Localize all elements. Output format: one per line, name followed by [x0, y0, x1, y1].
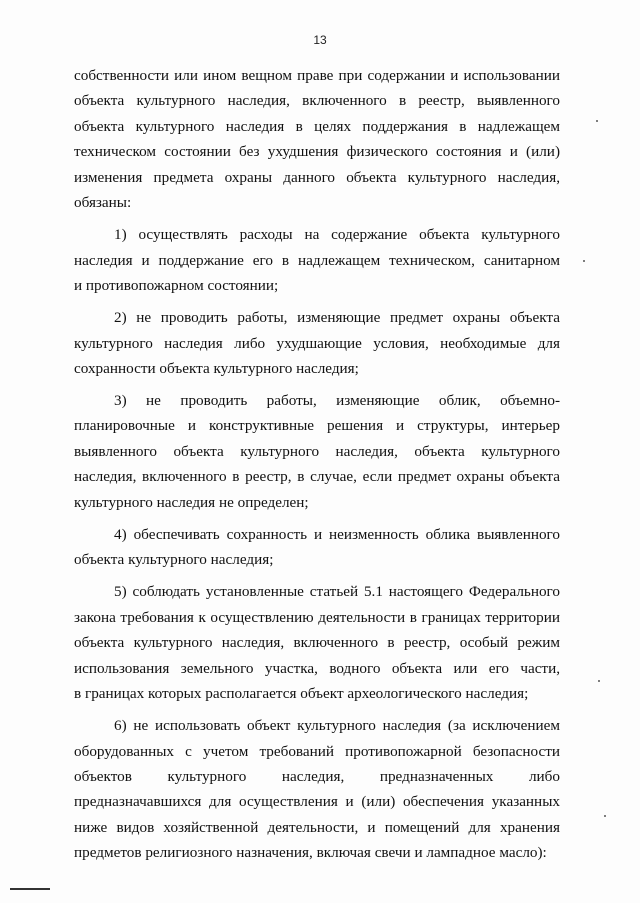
scan-speck — [604, 815, 606, 817]
list-item-1 — [74, 222, 560, 298]
text-line: объекта культурного наследия, включенного в реестр, выявленного — [74, 92, 560, 110]
text-line: 5) соблюдать установленные статьей 5.1 настоящего Федерального — [114, 583, 560, 601]
footer-rule — [10, 888, 50, 890]
text-line: в границах которых располагается объект археологического наследия; — [74, 684, 529, 702]
text-line: 2) не проводить работы, изменяющие предмет охраны объекта — [114, 309, 560, 327]
text-line: 3) не проводить работы, изменяющие облик, объемно- — [114, 392, 560, 410]
scan-speck — [596, 120, 598, 122]
text-line: культурного наследия либо ухудшающие условия, необходимые для — [74, 334, 560, 352]
list-item-6 — [74, 713, 560, 865]
text-line: объекта культурного наследия; — [74, 551, 274, 569]
text-line: 4) обеспечивать сохранность и неизменность облика выявленного — [114, 525, 560, 543]
text-line: предметов религиозного назначения, включая свечи и лампадное масло): — [74, 844, 547, 862]
text-line: обязаны: — [74, 193, 132, 211]
text-line: объектов культурного наследия, предназначенных либо — [74, 767, 560, 785]
text-line: использования земельного участка, водного объекта или его части, — [74, 659, 560, 677]
page-number: 13 — [313, 33, 327, 47]
text-line: ниже видов хозяйственной деятельности, и помещений для хранения — [74, 818, 560, 836]
text-line: собственности или ином вещном праве при содержании и использовании — [74, 67, 560, 84]
scan-speck — [583, 260, 585, 262]
list-item-5 — [74, 579, 560, 706]
text-line: наследия, включенного в реестр, в случае, если предмет охраны объекта — [74, 468, 560, 486]
text-line: выявленного объекта культурного наследия, объекта культурного — [74, 442, 560, 460]
document-body — [74, 63, 560, 866]
text-line: культурного наследия не определен; — [74, 493, 309, 511]
text-line: закона требования к осуществлению деятельности в границах территории — [74, 608, 560, 626]
text-line: техническом состоянии без ухудшения физического состояния и (или) — [74, 143, 560, 161]
text-line: планировочные и конструктивные решения и структуры, интерьер — [74, 417, 560, 435]
scan-speck — [598, 680, 600, 682]
text-line: объекта культурного наследия, включенного в реестр, особый режим — [74, 634, 560, 652]
paragraph-continuation — [74, 63, 560, 215]
list-item-3 — [74, 388, 560, 515]
text-line: 1) осуществлять расходы на содержание объекта культурного — [114, 226, 560, 244]
list-item-2 — [74, 305, 560, 381]
list-item-4 — [74, 522, 560, 573]
text-line: изменения предмета охраны данного объекта культурного наследия, — [74, 168, 560, 186]
text-line: оборудованных с учетом требований противопожарной безопасности — [74, 742, 560, 760]
text-line: и противопожарном состоянии; — [74, 276, 279, 294]
text-line: наследия и поддержание его в надлежащем техническом, санитарном — [74, 251, 560, 269]
text-line: предназначавшихся для осуществления и (или) обеспечения указанных — [74, 793, 560, 811]
text-line: сохранности объекта культурного наследия; — [74, 359, 359, 377]
text-line: объекта культурного наследия в целях поддержания в надлежащем — [74, 117, 560, 135]
text-line: 6) не использовать объект культурного наследия (за исключением — [114, 717, 560, 735]
